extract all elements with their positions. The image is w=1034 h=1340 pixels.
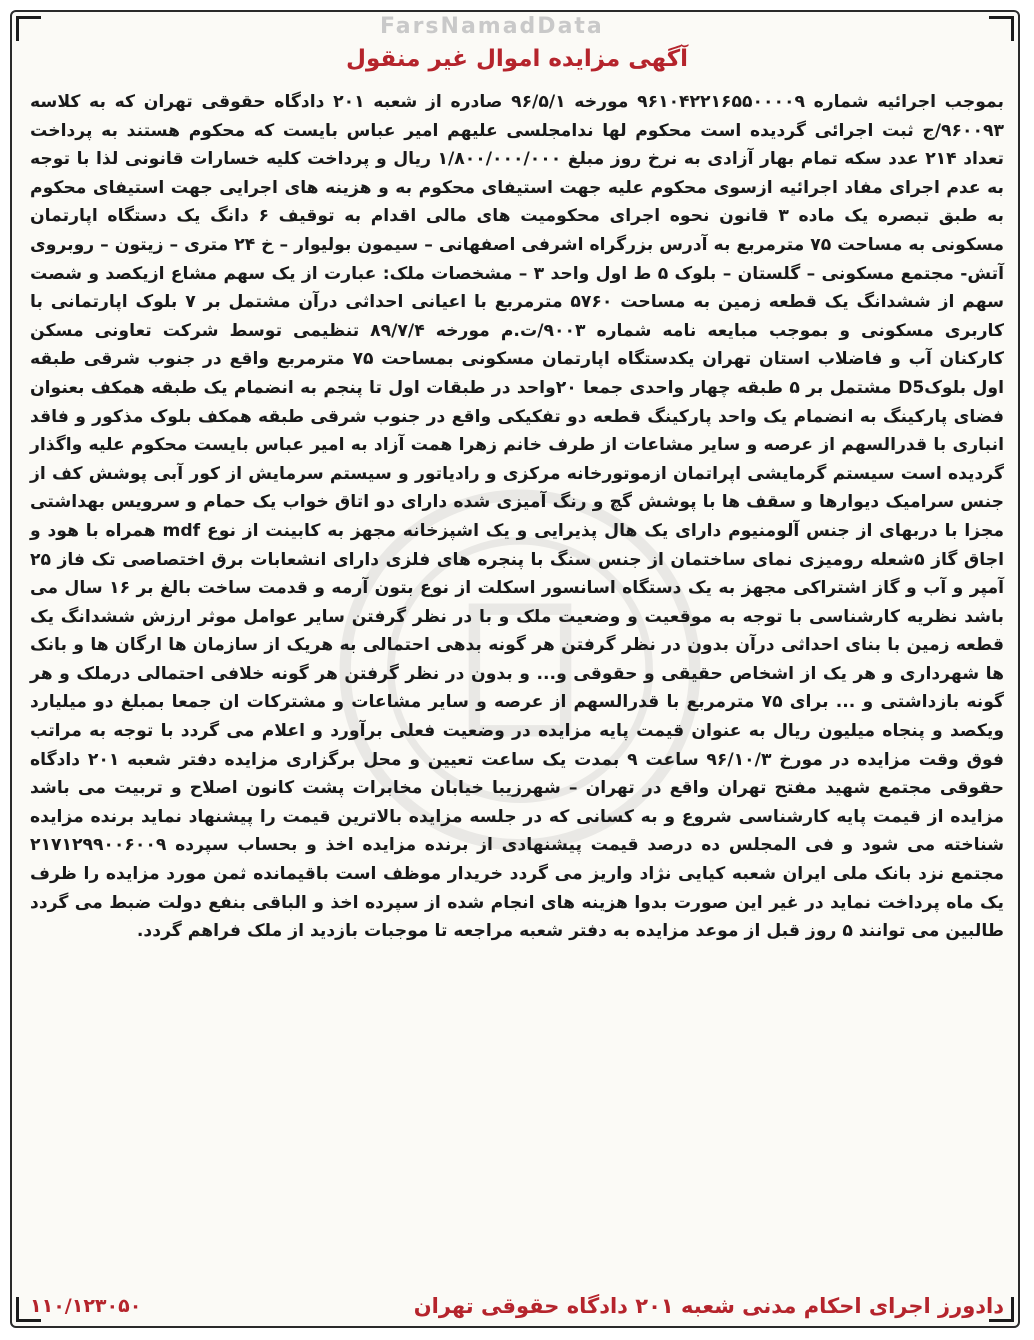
frame-corner-top-right [989, 16, 1014, 41]
notice-footer [30, 1290, 1004, 1322]
signature: دادورز اجرای احکام مدنی شعبه ۲۰۱ دادگاه حقوقی تهران [413, 1294, 1004, 1318]
notice-body: بموجب اجرائیه شماره ۹۶۱۰۴۲۲۱۶۵۵۰۰۰۰۹ مورخه ۹۶/۵/۱ صادره از شعبه ۲۰۱ دادگاه حقوقی تهران که به کلاسه ۹۶۰۰۹۳/ج ثبت اجرائی گردیده است محکوم لها ندامجلسی علیهم امیر عباس بایست که محکوم هستند به پرداخت تعداد ۲۱۴ عدد سکه تمام بهار آزادی به نرخ روز مبلغ ۱/۸۰۰/۰۰۰/۰۰۰ ریال و پرداخت کلیه خسارات قانونی لذا با توجه به عدم اجرای مفاد اجرائیه ازسوی محکوم علیه جهت استیفای محکوم به و هزینه های اجرایی جهت استیفای محکوم به طبق تبصره یک ماده ۳ قانون نحوه اجرای محکومیت های مالی اقدام به توقیف ۶ دانگ یک دستگاه اپارتمان مسکونی به مساحت ۷۵ مترمربع به آدرس بزرگراه اشرفی اصفهانی – سیمون بولیوار – خ ۲۴ متری – زیتون – روبروی آتش- مجتمع مسکونی – گلستان – بلوک ۵ ط اول واحد ۳ – مشخصات ملک: عبارت از یک سهم مشاع ازیکصد و شصت سهم از ششدانگ یک قطعه زمین به مساحت ۵۷۶۰ مترمربع با اعیانی احداثی درآن مشتمل بر ۷ بلوک اپارتمانی با کاربری مسکونی و بموجب مبایعه نامه شماره ۹۰۰۳/ت.م مورخه ۸۹/۷/۴ تنظیمی توسط شرکت تعاونی مسکن کارکنان آب و فاضلاب استان تهران یکدستگاه اپارتمان مسکونی بمساحت ۷۵ مترمربع واقع در جنوب شرقی طبقه اول بلوکD5 مشتمل بر ۵ طبقه چهار واحدی جمعا ۲۰واحد در طبقات اول تا پنجم به انضمام یک طبقه همکف بعنوان فضای پارکینگ به انضمام یک واحد پارکینگ قطعه دو تفکیکی واقع در جنوب شرقی طبقه همکف بلوک مذکور و فاقد انباری با قدرالسهم از عرصه و سایر مشاعات از طرف خانم زهرا همت آزاد به امیر عباس بایست محکوم علیه واگذار گردیده است سیستم گرمایشی اپراتمان ازموتورخانه مرکزی و رادیاتور و سیستم سرمایش از کور آبی پوشش کف از جنس سرامیک دیوارها و سقف ها با پوشش گچ و رنگ آمیزی شده دارای دو اتاق خواب یک حمام و سرویس بهداشتی مجزا با دربهای از جنس آلومنیوم دارای یک هال پذیرایی و یک اشپزخانه مجهز به کابینت از نوع mdf همراه با هود و اجاق گاز ۵شعله رومیزی نمای ساختمان از جنس سنگ با پنجره های فلزی دارای انشعابات برق اختصاصی تک فاز ۲۵ آمپر و آب و گاز اشتراکی مجهز به یک دستگاه اسانسور اسکلت از نوع بتون آرمه و قدمت ساخت بالغ بر ۱۶ سال می باشد نظریه کارشناسی با توجه به موقعیت و وضعیت ملک و با در نظر گرفتن سایر عوامل موثر ارزش ششدانگ یک قطعه زمین با بنای احداثی درآن بدون در نظر گرفتن هر گونه بدهی احتمالی به هریک از سازمان ها ارگان ها و بانک ها شهرداری و هر یک از اشخاص حقیقی و حقوقی و... و بدون در نظر گرفتن هر گونه خلافی احتمالی درملک و هر گونه بازداشتی و ... برای ۷۵ مترمربع با قدرالسهم از عرصه و سایر مشاعات و مشترکات ان جمعا بمبلغ دو میلیارد ویکصد و پنجاه میلیون ریال به عنوان قیمت پایه مزایده در وضعیت فعلی برآورد و اعلام می گردد با توجه به مراتب فوق وقت مزایده در مورخ ۹۶/۱۰/۳ ساعت ۹ بمدت یک ساعت تعیین و محل برگزاری مزایده دفتر شعبه ۲۰۱ دادگاه حقوقی مجتمع شهید مفتح تهران واقع در تهران – شهرزیبا خیابان مخابرات پشت کانون اصلاح و تربیت می باشد مزایده از قیمت پایه کارشناسی شروع و به کسانی که در جلسه مزایده بالاترین قیمت را پیشنهاد نماید برنده مزایده شناخته می شود و فی المجلس ده درصد قیمت پیشنهادی از برنده مزایده اخذ و بحساب سپرده ۲۱۷۱۲۹۹۰۰۶۰۰۹ مجتمع نزد بانک ملی ایران شعبه کیایی نژاد واریز می گردد خریدار موظف است باقیمانده ثمن مورد مزایده را ظرف یک ماه پرداخت نماید در غیر این صورت بدوا هزینه های انجام شده از سپرده اخذ و الباقی بنفع دولت ضبط می گردد طالبین می توانند ۵ روز قبل از موعد مزایده به دفتر شعبه مراجعه تا موجبات بازدید از ملک فراهم گردد. [30, 92, 1005, 942]
watermark-text: FarsNamadData [380, 14, 604, 39]
notice-title: آگهی مزایده اموال غیر منقول [345, 46, 689, 72]
notice-code: ۱۱۰/۱۲۳۰۵۰ [30, 1295, 142, 1317]
frame-corner-top-left [16, 16, 41, 41]
